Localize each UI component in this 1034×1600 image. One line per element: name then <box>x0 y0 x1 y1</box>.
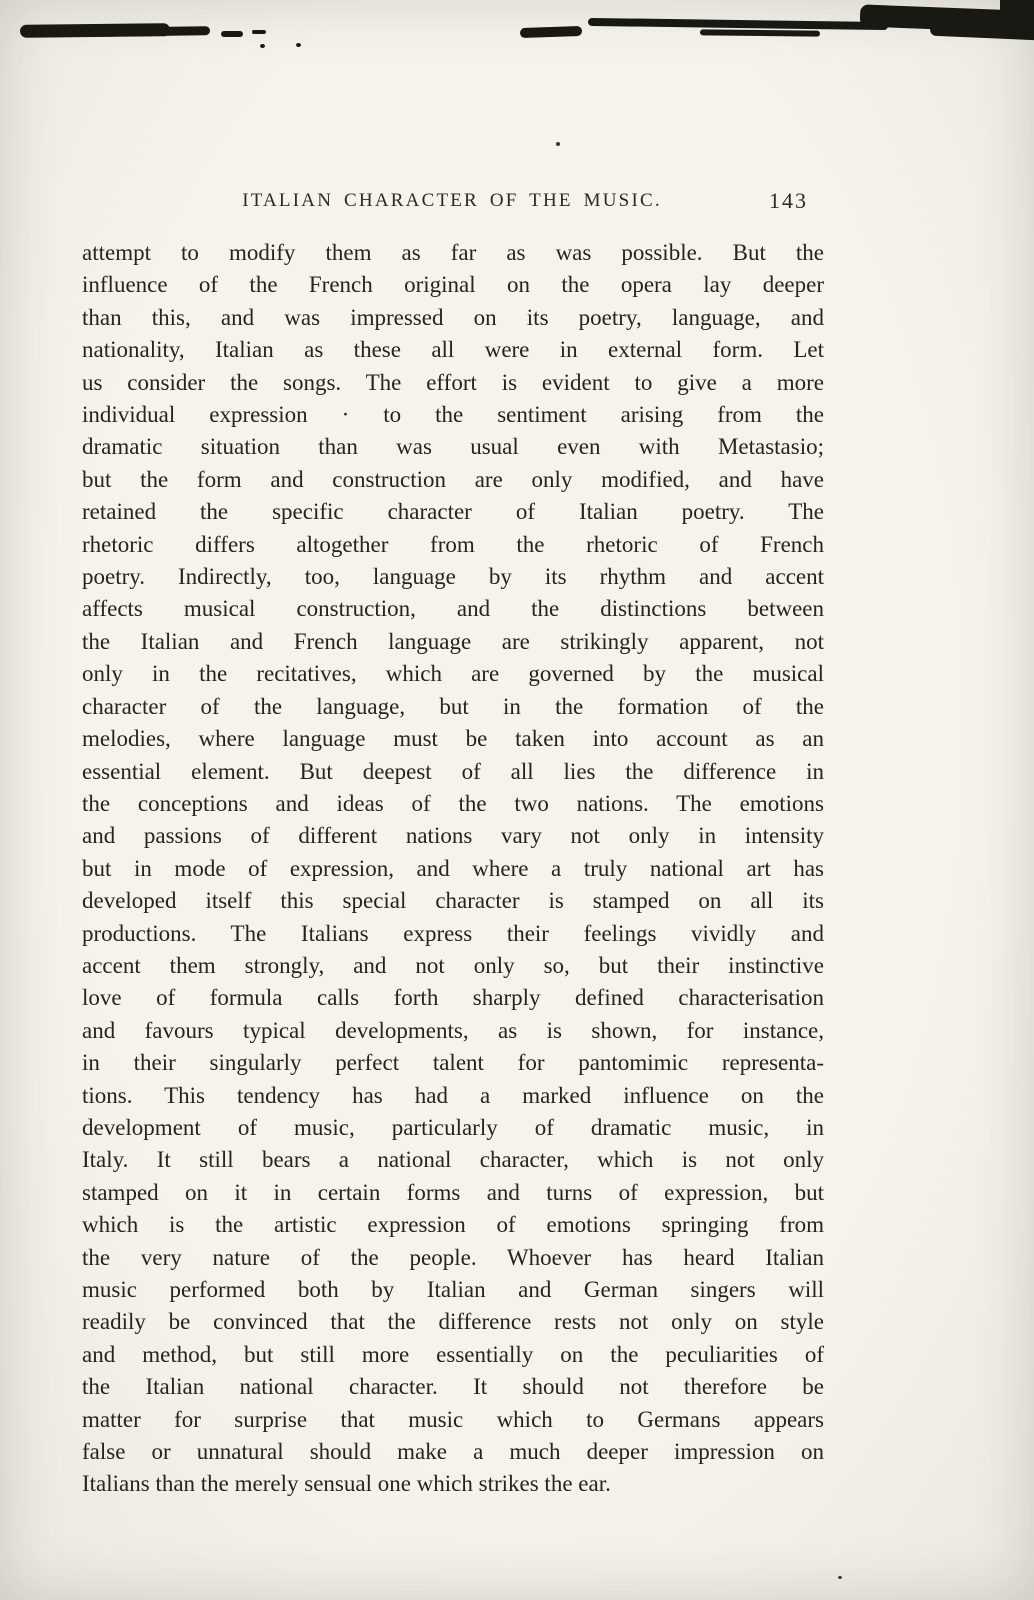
text-line: dramatic situation than was usual even with Metastasio; <box>82 434 824 460</box>
text-line: matter for surprise that music which to Germans appears <box>82 1406 824 1432</box>
text-line: and passions of different nations vary not only in intensity <box>82 823 824 849</box>
scan-dash-1 <box>221 31 243 37</box>
scan-dash-2 <box>252 30 266 34</box>
text-line: and method, but still more essentially on the peculiarities of <box>82 1341 824 1367</box>
text-line: which is the artistic expression of emotions springing from <box>82 1212 824 1238</box>
text-line: poetry. Indirectly, too, language by its rhythm and accent <box>82 564 824 590</box>
text-line: melodies, where language must be taken into account as an <box>82 726 824 752</box>
text-line: and favours typical developments, as is shown, for instance, <box>82 1017 824 1043</box>
scan-speck-above-header <box>556 142 560 146</box>
text-line: developed itself this special character is stamped on all its <box>82 888 824 914</box>
text-line: attempt to modify them as far as was possible. But the <box>82 240 824 265</box>
text-line: tions. This tendency has had a marked influence on the <box>82 1082 824 1108</box>
scan-streak-right-2 <box>700 29 820 36</box>
text-line: Italians than the merely sensual one which strikes the ear. <box>82 1471 611 1497</box>
running-header <box>82 190 822 220</box>
scan-corner-top-right <box>1000 0 1034 16</box>
text-line: retained the specific character of Italian poetry. The <box>82 499 824 525</box>
text-line: stamped on it in certain forms and turns of expression, but <box>82 1179 824 1205</box>
scan-speck-bottom-right <box>838 1576 842 1579</box>
text-line: rhetoric differs altogether from the rhetoric of French <box>82 531 824 557</box>
text-line: only in the recitatives, which are governed by the musical <box>82 661 824 687</box>
page-number: 143 <box>769 188 808 213</box>
running-header-title: ITALIAN CHARACTER OF THE MUSIC. <box>242 190 662 211</box>
scan-streak-right <box>588 18 888 30</box>
text-line: readily be convinced that the difference rests not only on style <box>82 1309 824 1335</box>
text-line: but the form and construction are only modified, and have <box>82 466 824 492</box>
text-line: nationality, Italian as these all were in external form. Let <box>82 337 824 363</box>
text-line: individual expression · to the sentiment arising from the <box>82 402 824 428</box>
text-line: the very nature of the people. Whoever has heard Italian <box>82 1244 824 1270</box>
text-line: in their singularly perfect talent for pantomimic representa- <box>82 1050 824 1076</box>
text-line: Italy. It still bears a national character, which is not only <box>82 1147 824 1173</box>
text-line: love of formula calls forth sharply defined characterisation <box>82 985 824 1011</box>
scan-dot-1 <box>260 44 265 48</box>
text-line: accent them strongly, and not only so, but their instinctive <box>82 952 824 978</box>
text-line: the conceptions and ideas of the two nations. The emotions <box>82 790 824 816</box>
text-line: the Italian and French language are strikingly apparent, not <box>82 628 824 654</box>
text-line: music performed both by Italian and German singers will <box>82 1277 824 1302</box>
body-text <box>82 237 824 1501</box>
text-line: us consider the songs. The effort is evident to give a more <box>82 369 824 395</box>
text-line: false or unnatural should make a much deeper impression on <box>82 1439 824 1465</box>
text-line: influence of the French original on the opera lay deeper <box>82 272 824 298</box>
text-line: essential element. But deepest of all lies the difference in <box>82 758 824 784</box>
text-line: productions. The Italians express their feelings vividly and <box>82 920 824 946</box>
text-line: character of the language, but in the formation of the <box>82 693 824 719</box>
scan-smudge-top-left-2 <box>95 26 210 37</box>
text-line: the Italian national character. It should not therefore be <box>82 1374 824 1400</box>
text-line: but in mode of expression, and where a truly national art has <box>82 855 824 881</box>
text-line: affects musical construction, and the distinctions between <box>82 596 824 622</box>
scan-smudge-mid <box>520 26 582 38</box>
text-line: than this, and was impressed on its poetry, language, and <box>82 304 824 330</box>
text-line: development of music, particularly of dramatic music, in <box>82 1114 824 1140</box>
scan-dot-2 <box>296 43 301 47</box>
